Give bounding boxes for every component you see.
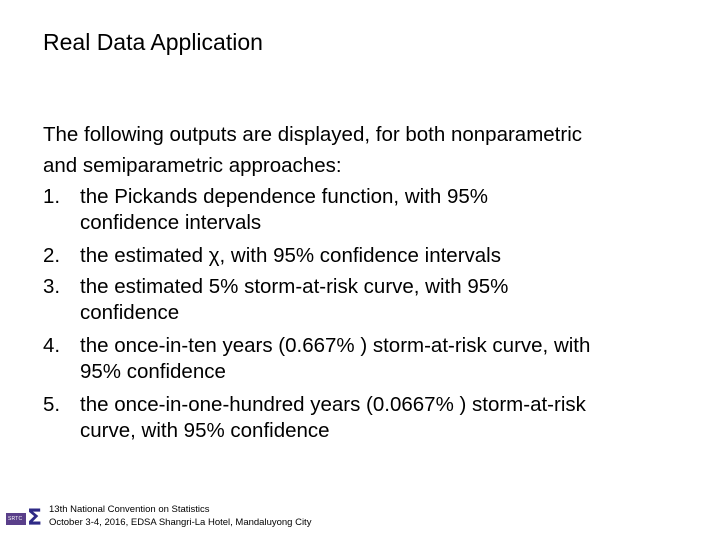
- slide-title: Real Data Application: [43, 29, 263, 55]
- item-number: 5.: [43, 393, 61, 416]
- list-item: [43, 271, 703, 330]
- logo-text: SRTC: [8, 516, 23, 522]
- item-text: the estimated χ, with 95% confidence intervals: [80, 244, 501, 267]
- item-number: 2.: [43, 244, 61, 267]
- intro-paragraph: [43, 119, 703, 181]
- list-item: [43, 240, 703, 271]
- item-number: 3.: [43, 275, 61, 298]
- item-text: confidence intervals: [80, 211, 262, 234]
- intro-line: and semiparametric approaches:: [43, 154, 342, 177]
- item-text: 95% confidence: [80, 360, 226, 383]
- list-item: [43, 389, 703, 448]
- item-text: the estimated 5% storm-at-risk curve, with 95%: [80, 275, 509, 298]
- item-text: confidence: [80, 301, 180, 324]
- slide-body: [43, 119, 703, 448]
- footer-line-2: October 3-4, 2016, EDSA Shangri-La Hotel, Mandaluyong City: [49, 516, 312, 528]
- list-item: [43, 330, 703, 389]
- footer-caption: [49, 504, 311, 529]
- sigma-icon: Σ: [27, 506, 43, 531]
- footer: [6, 503, 311, 535]
- output-list: [43, 181, 703, 448]
- item-text: the Pickands dependence function, with 95%: [80, 185, 488, 208]
- item-number: 1.: [43, 185, 61, 208]
- footer-line-1: 13th National Convention on Statistics: [49, 504, 210, 515]
- logo: [6, 503, 46, 533]
- item-number: 4.: [43, 334, 61, 357]
- item-text: curve, with 95% confidence: [80, 419, 330, 442]
- item-text: the once-in-one-hundred years (0.0667% ) storm-at-risk: [80, 393, 586, 416]
- item-text: the once-in-ten years (0.667% ) storm-at-risk curve, with: [80, 334, 591, 357]
- intro-line: The following outputs are displayed, for both nonparametric: [43, 123, 583, 146]
- list-item: [43, 181, 703, 240]
